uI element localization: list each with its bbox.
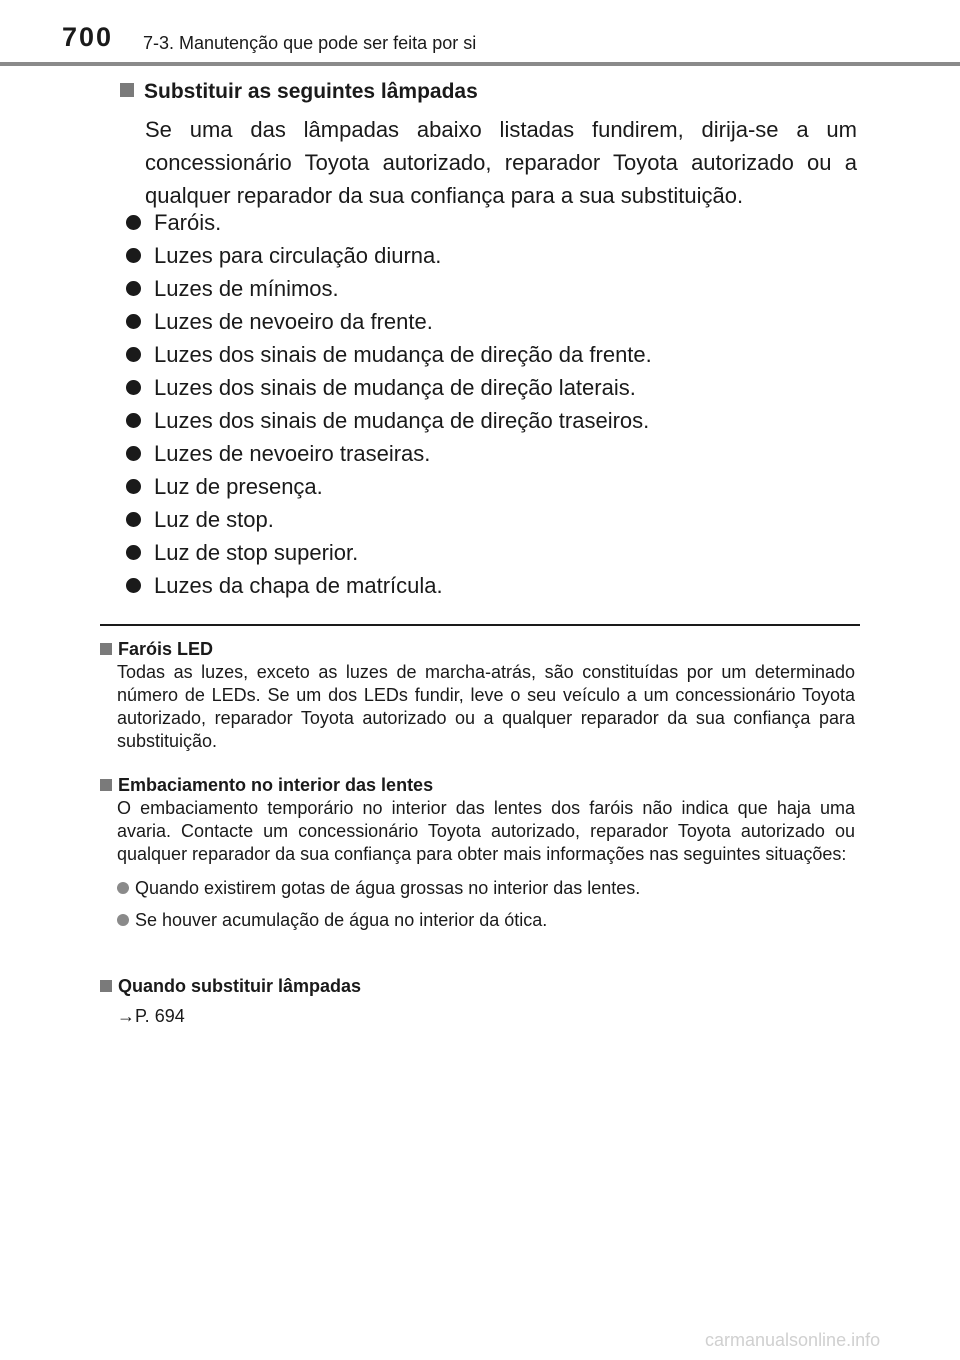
list-item <box>126 503 652 536</box>
bullet-dot-icon <box>117 882 129 894</box>
bullet-dot-icon <box>117 914 129 926</box>
page-reference-link[interactable]: →P. 694 <box>117 1006 185 1026</box>
note-body: O embaciamento temporário no interior das lentes dos faróis não indica que haja uma avaria. Contacte um concessionário Toyota autorizado, reparador Toyota autorizado ou qualquer reparador da sua confiança para obter mais informações nas seguintes situações: <box>117 798 855 864</box>
bullet-dot-icon <box>126 215 141 230</box>
square-bullet-icon <box>120 83 134 97</box>
list-item-text: Luzes para circulação diurna. <box>154 243 442 268</box>
list-item <box>126 272 652 305</box>
list-item <box>126 470 652 503</box>
note-body: Todas as luzes, exceto as luzes de marcha-atrás, são constituídas por um determinado número de LEDs. Se um dos LEDs fundir, leve o seu veículo a um concessionário Toyota autorizado, reparador Toyota autorizado ou a qualquer reparador da sua confiança para substituição. <box>117 662 855 751</box>
list-item-text: Luzes dos sinais de mudança de direção da frente. <box>154 342 652 367</box>
note-title-text: Quando substituir lâmpadas <box>118 976 362 996</box>
list-item-text: Luzes dos sinais de mudança de direção laterais. <box>154 375 636 400</box>
list-item <box>126 404 652 437</box>
bullet-dot-icon <box>126 314 141 329</box>
list-item-text: Luzes de nevoeiro da frente. <box>154 309 433 334</box>
bullet-dot-icon <box>126 446 141 461</box>
list-item <box>126 371 652 404</box>
section-divider <box>100 624 860 626</box>
list-item <box>117 872 860 904</box>
bullet-dot-icon <box>126 380 141 395</box>
list-item-text: Luz de stop superior. <box>154 540 359 565</box>
note-title <box>100 637 860 661</box>
list-item <box>126 569 652 602</box>
bulb-list <box>126 206 652 602</box>
square-bullet-icon <box>100 643 112 655</box>
list-item-text: Faróis. <box>154 210 222 235</box>
bullet-dot-icon <box>126 479 141 494</box>
note-fogging <box>100 773 860 936</box>
bullet-dot-icon <box>126 512 141 527</box>
section-intro: Se uma das lâmpadas abaixo listadas fundirem, dirija-se a um concessionário Toyota autorizado, reparador Toyota autorizado ou a qualquer reparador da sua confiança para a sua substituição. <box>145 117 857 208</box>
square-bullet-icon <box>100 779 112 791</box>
list-item <box>126 536 652 569</box>
list-item <box>117 904 860 936</box>
bullet-dot-icon <box>126 248 141 263</box>
bullet-dot-icon <box>126 347 141 362</box>
list-item-text: Luzes de mínimos. <box>154 276 339 301</box>
chapter-title: 7-3. Manutenção que pode ser feita por si <box>143 33 477 53</box>
list-item <box>126 437 652 470</box>
note-title <box>100 974 860 998</box>
list-item <box>126 305 652 338</box>
section-title-text: Substituir as seguintes lâmpadas <box>144 80 478 103</box>
list-item-text: Luz de stop. <box>154 507 274 532</box>
header-rule <box>0 62 960 66</box>
situation-list <box>100 872 860 936</box>
bullet-dot-icon <box>126 281 141 296</box>
list-item-text: Luzes da chapa de matrícula. <box>154 573 443 598</box>
note-title-text: Embaciamento no interior das lentes <box>118 775 434 795</box>
list-item-text: Se houver acumulação de água no interior da ótica. <box>135 910 548 930</box>
bullet-dot-icon <box>126 578 141 593</box>
list-item-text: Quando existirem gotas de água grossas no interior das lentes. <box>135 878 641 898</box>
list-item <box>126 239 652 272</box>
list-item-text: Luz de presença. <box>154 474 323 499</box>
list-item-text: Luzes dos sinais de mudança de direção traseiros. <box>154 408 650 433</box>
section-title <box>120 80 478 104</box>
page-number: 700 <box>62 22 114 52</box>
note-title <box>100 773 860 797</box>
list-item <box>126 338 652 371</box>
page-header <box>0 0 960 62</box>
list-item <box>126 206 652 239</box>
bullet-dot-icon <box>126 413 141 428</box>
square-bullet-icon <box>100 980 112 992</box>
note-title-text: Faróis LED <box>118 639 214 659</box>
list-item-text: Luzes de nevoeiro traseiras. <box>154 441 431 466</box>
watermark: carmanualsonline.info <box>705 1330 881 1350</box>
bullet-dot-icon <box>126 545 141 560</box>
note-led <box>100 637 860 753</box>
note-replace <box>100 974 860 1028</box>
